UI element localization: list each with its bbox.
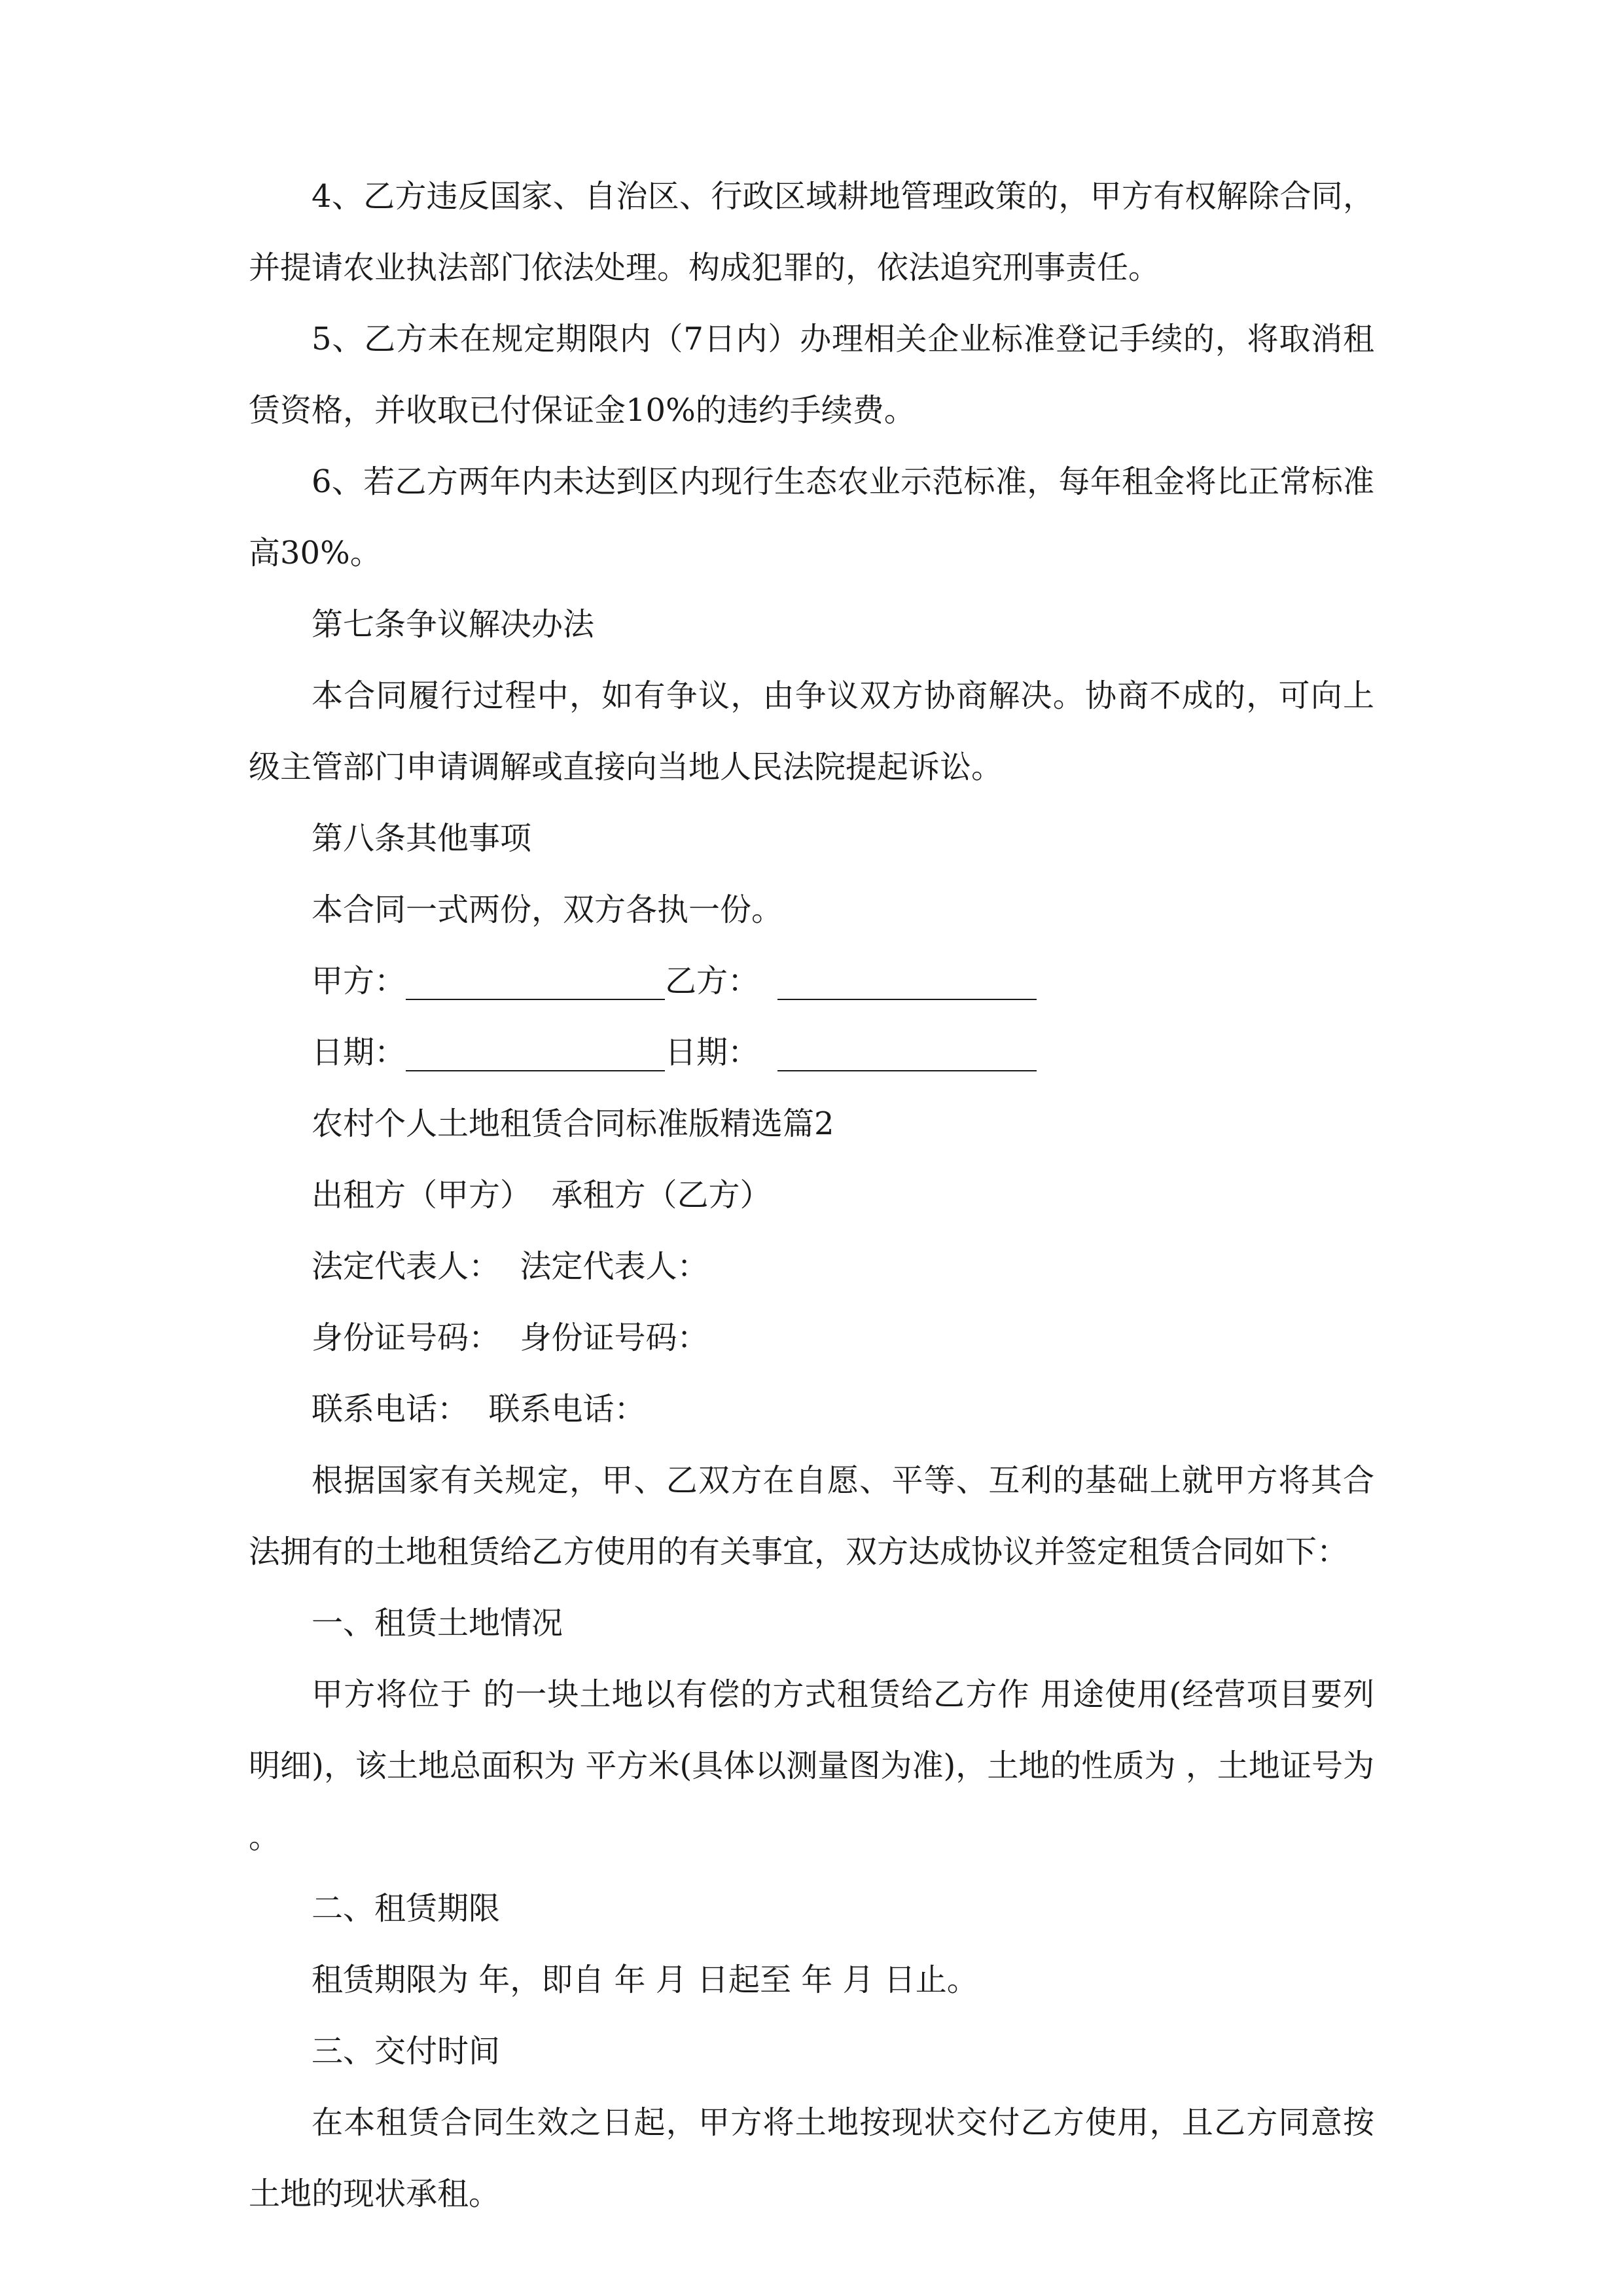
party-a-label: 甲方：	[312, 963, 406, 999]
legal-rep-line: 法定代表人： 法定代表人：	[312, 1248, 709, 1285]
clause-4: 4、乙方违反国家、自治区、行政区域耕地管理政策的，甲方有权解除合同，并提请农业执法部门依法处理。构成犯罪的，依法追究刑事责任。	[249, 178, 1374, 286]
phone-line: 联系电话： 联系电话：	[312, 1391, 646, 1427]
date-b-label: 日期：	[665, 1034, 760, 1071]
date-a-label: 日期：	[312, 1034, 406, 1071]
section-1-heading: 一、租赁土地情况	[312, 1605, 563, 1641]
section-2-heading: 二、租赁期限	[312, 1890, 501, 1927]
article-8-heading: 第八条其他事项	[312, 820, 532, 857]
signature-row-parties	[249, 946, 1374, 1017]
article-7-heading: 第七条争议解决办法	[312, 606, 595, 643]
article-7-body: 本合同履行过程中，如有争议，由争议双方协商解决。协商不成的，可向上级主管部门申请调解或直接向当地人民法院提起诉讼。	[249, 677, 1374, 785]
id-number-line: 身份证号码： 身份证号码：	[312, 1319, 709, 1356]
clause-6: 6、若乙方两年内未达到区内现行生态农业示范标准，每年租金将比正常标准高30%。	[249, 463, 1374, 571]
date-a-line	[406, 1039, 665, 1071]
section-2-body: 租赁期限为 年，即自 年 月 日起至 年 月 日止。	[312, 1962, 978, 1998]
document-page	[249, 161, 1374, 2230]
intro-paragraph: 根据国家有关规定，甲、乙双方在自愿、平等、互利的基础上就甲方将其合法拥有的土地租赁给乙方使用的有关事宜，双方达成协议并签定租赁合同如下：	[249, 1462, 1374, 1570]
clause-5: 5、乙方未在规定期限内（7日内）办理相关企业标准登记手续的，将取消租赁资格，并收取已付保证金10%的违约手续费。	[249, 321, 1374, 429]
parties-line: 出租方（甲方） 承租方（乙方）	[312, 1177, 772, 1213]
signature-row-dates	[249, 1017, 1374, 1088]
date-b-line	[777, 1039, 1037, 1071]
section-2-title: 农村个人土地租赁合同标准版精选篇2	[312, 1105, 834, 1142]
section-1-body: 甲方将位于 的一块土地以有偿的方式租赁给乙方作 用途使用(经营项目要列明细)，该土地总面积为 平方米(具体以测量图为准)，土地的性质为 ，土地证号为 。	[249, 1676, 1374, 1856]
party-a-signature-line	[406, 967, 665, 1000]
section-3-heading: 三、交付时间	[312, 2033, 501, 2070]
section-3-body: 在本租赁合同生效之日起，甲方将土地按现状交付乙方使用，且乙方同意按土地的现状承租。	[249, 2104, 1374, 2212]
party-b-label: 乙方：	[665, 963, 760, 999]
article-8-body: 本合同一式两份，双方各执一份。	[312, 891, 783, 928]
party-b-signature-line	[777, 967, 1037, 1000]
